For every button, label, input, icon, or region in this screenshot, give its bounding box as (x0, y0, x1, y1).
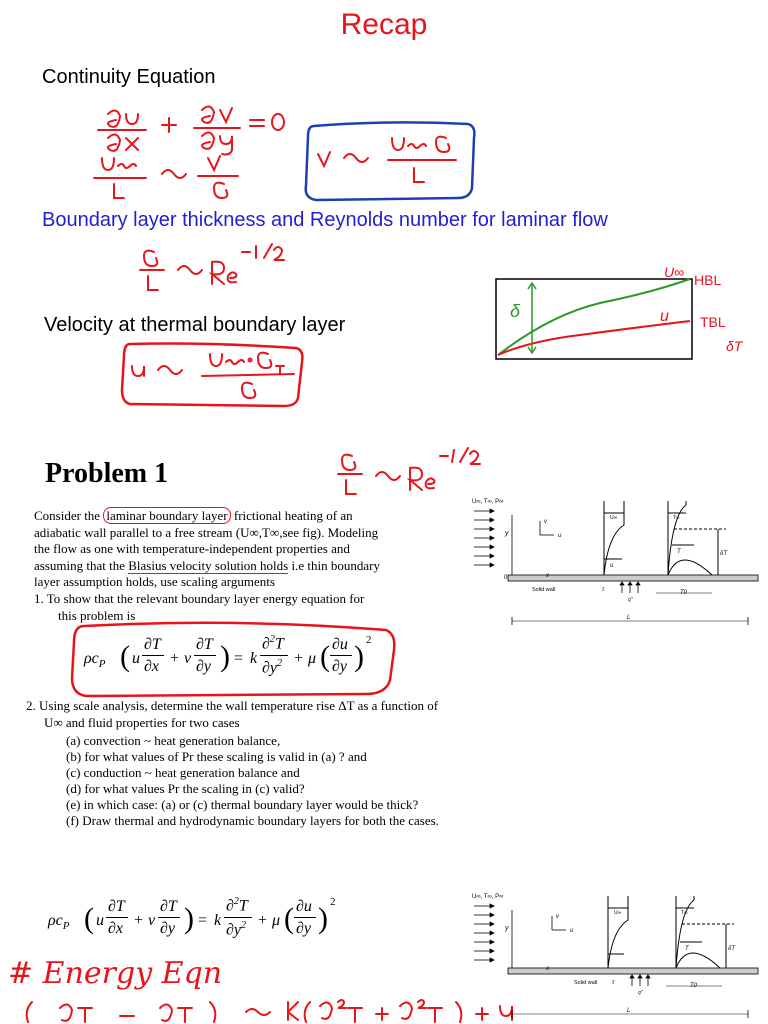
sketch-hbl: HBL (694, 272, 722, 288)
sketch-u: u (660, 308, 669, 325)
fig1-x: x (546, 573, 549, 579)
item-1-line-1: 1. To show that the relevant boundary layer energy equation for (34, 590, 365, 606)
problem-statement (34, 508, 454, 624)
sub-item-a: (a) convection ~ heat generation balance, (66, 733, 281, 748)
fig2-u: u (570, 928, 574, 934)
sub-item-c: (c) conduction ~ heat generation balance and (66, 765, 300, 780)
bottom-handwriting (20, 998, 520, 1024)
fig1-L: L (627, 615, 631, 621)
delta-re-handwriting-2 (336, 446, 486, 502)
boundary-layer-sketch (490, 255, 768, 365)
sub-item-f: (f) Draw thermal and hydrodynamic boundary layers for both the cases. (66, 813, 439, 828)
item-2-line-2: U∞ and fluid properties for two cases (44, 715, 240, 730)
sketch-deltaT: δT (726, 338, 743, 354)
problem-line-2: adiabatic wall parallel to a free stream (U∞,T∞,see fig). Modeling (34, 524, 379, 540)
fig2-tinf: T∞ (681, 910, 688, 916)
fig2-y: y (505, 925, 509, 932)
continuity-heading: Continuity Equation (42, 66, 216, 88)
delta-re-handwriting (138, 240, 298, 304)
fig1-T: T (677, 549, 681, 555)
fig1-freestream: U∞, T∞, P∞ (472, 499, 504, 505)
fig2-T: T (685, 946, 689, 952)
item-2-line-1: 2. Using scale analysis, determine the wall temperature rise ΔT as a function of (26, 698, 439, 713)
boundary-layer-figure-2 (472, 890, 762, 1024)
fig2-uinf: U∞ (614, 910, 622, 916)
problem-title: Problem 1 (45, 458, 169, 489)
sub-item-e: (e) in which case: (a) or (c) thermal boundary layer would be thick? (66, 797, 419, 812)
problem-line-5: layer assumption holds, use scaling arguments (34, 574, 275, 590)
fig2-x: x (546, 966, 549, 972)
u-scaling-box (118, 340, 308, 410)
energy-eqn-handwriting: # Energy Eqn (8, 956, 223, 991)
fig1-uinf: U∞ (610, 515, 618, 521)
v-scaling-box (300, 118, 480, 204)
fig1-t0: T0 (680, 590, 688, 596)
fig1-y: y (505, 530, 509, 537)
sketch-tbl: TBL (700, 314, 726, 330)
fig2-v: v (556, 914, 559, 920)
sketch-delta: δ (510, 301, 521, 321)
fig1-deltaT: δT (720, 551, 727, 557)
fig1-tau: τ (602, 587, 605, 593)
fig2-t0: T0 (690, 983, 698, 989)
fig1-solid-wall: Solid wall (532, 587, 556, 593)
fig2-q: q'' (638, 990, 643, 996)
problem-line-3: the flow as one with temperature-independent properties and (34, 541, 350, 557)
problem-line-1: Consider the laminar boundary layer frictional heating of an (34, 508, 353, 523)
problem-line-4: assuming that the Blasius velocity solution holds i.e thin boundary (34, 557, 380, 573)
sub-item-d: (d) for what values Pr the scaling in (c) valid? (66, 781, 305, 796)
velocity-heading: Velocity at thermal boundary layer (44, 314, 346, 336)
sketch-uinf: U∞ (664, 264, 685, 280)
fig1-tinf: T∞ (673, 515, 680, 521)
fig2-solid-wall: Solid wall (574, 980, 598, 986)
item-1-line-2: this problem is (58, 607, 136, 623)
fig2-freestream: U∞, T∞, P∞ (472, 894, 504, 900)
energy-equation: $\rho c_P$ ( u ∂T ∂x + v ∂T ∂y ) = k ∂$^2$T $\partial y^2$ + μ ( ∂u ∂y ) 2 (84, 634, 372, 677)
energy-equation-2: $\rho c_P$ ( u ∂T ∂x + v ∂T ∂y ) = k ∂$^2$T $\partial y^2$ + μ ( ∂u ∂y ) 2 (48, 896, 336, 939)
fig1-zero: 0 (504, 575, 508, 581)
fig2-L: L (627, 1008, 631, 1014)
boundary-layer-figure-1 (472, 495, 762, 635)
bl-heading: Boundary layer thickness and Reynolds number for laminar flow (42, 209, 608, 231)
fig2-deltaT: δT (728, 946, 735, 952)
fig2-tau: τ (612, 980, 615, 986)
sub-item-b: (b) for what values of Pr these scaling is valid in (a) ? and (66, 749, 367, 764)
continuity-handwriting (90, 100, 320, 210)
fig1-u: u (558, 533, 562, 539)
fig1-u-profile: u (610, 563, 614, 569)
page-title: Recap (340, 8, 428, 41)
fig1-q: q'' (628, 597, 633, 603)
fig1-v: v (544, 519, 547, 525)
